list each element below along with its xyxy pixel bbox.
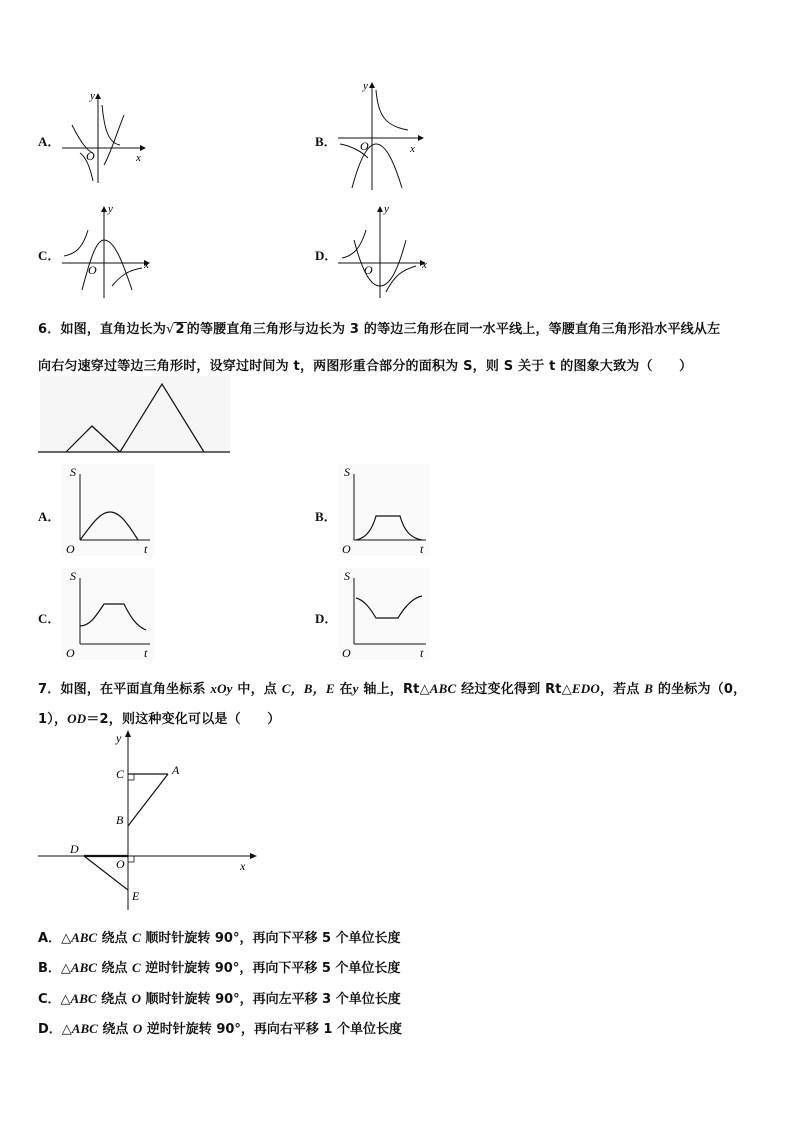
- axis-x-label: x: [136, 152, 141, 164]
- axis-t-label: t: [144, 646, 148, 660]
- origin-label: O: [342, 542, 351, 556]
- q5-option-c-label: C．: [38, 248, 61, 263]
- origin-label: O: [66, 646, 75, 660]
- axis-y-label: y: [384, 203, 389, 215]
- axis-t-label: t: [420, 542, 424, 556]
- point-d-label: D: [70, 842, 79, 856]
- q6-graph-c: [60, 568, 156, 660]
- origin-label: O: [360, 139, 369, 153]
- axis-x-label: x: [144, 259, 149, 271]
- point-a-label: A: [172, 763, 180, 777]
- axis-s-label: S: [344, 465, 350, 479]
- point-b-label: B: [116, 813, 124, 827]
- fig-y-label: y: [116, 731, 122, 745]
- q7-answer-a: A．△ABC 绕点 C 顺时针旋转 90°，再向下平移 5 个单位长度: [38, 930, 401, 946]
- point-o-label: O: [116, 857, 125, 871]
- q6-graph-d: [336, 568, 432, 660]
- q6-triangles-figure: [36, 376, 232, 456]
- origin-label: O: [86, 149, 95, 163]
- axis-y-label: y: [90, 90, 95, 102]
- q5-graph-c: [60, 200, 160, 300]
- axis-s-label: S: [70, 465, 76, 479]
- sqrt-radicand: 2: [175, 322, 185, 337]
- q7-answer-b: B．△ABC 绕点 C 逆时针旋转 90°，再向下平移 5 个单位长度: [38, 960, 401, 976]
- axis-s-label: S: [344, 569, 350, 583]
- q5-option-d-label: D．: [315, 248, 338, 263]
- q6-graph-b: [336, 464, 432, 556]
- q5-option-b-label: B．: [315, 134, 337, 149]
- origin-label: O: [364, 263, 373, 277]
- q5-option-a-label: A．: [38, 134, 61, 149]
- q7-coordinate-figure: [36, 728, 262, 914]
- axis-y-label: y: [363, 80, 368, 92]
- origin-label: O: [88, 263, 97, 277]
- axis-t-label: t: [144, 542, 148, 556]
- q6-option-d-label: D．: [315, 611, 338, 626]
- q7-answer-d: D．△ABC 绕点 O 逆时针旋转 90°，再向右平移 1 个单位长度: [38, 1021, 403, 1037]
- q7-answer-c: C．△ABC 绕点 O 顺时针旋转 90°，再向左平移 3 个单位长度: [38, 991, 401, 1007]
- q6-option-b-label: B．: [315, 509, 337, 524]
- point-c-label: C: [116, 767, 125, 781]
- axis-t-label: t: [420, 646, 424, 660]
- origin-label: O: [342, 646, 351, 660]
- axis-x-label: x: [422, 259, 427, 271]
- q6-line-1: 6．如图，直角边长为√2 的等腰直角三角形与边长为 3 的等边三角形在同一水平线上，等腰直角三角形沿水平线从左: [38, 322, 721, 337]
- axis-x-label: x: [410, 143, 415, 155]
- q6-line-2: 向右匀速穿过等边三角形时，设穿过时间为 t，两图形重合部分的面积为 S，则 S 关于 t 的图象大致为（ ）: [38, 359, 693, 374]
- q5-graph-a: [60, 85, 150, 185]
- q5-graph-d: [336, 200, 436, 300]
- axis-s-label: S: [70, 569, 76, 583]
- q6-option-a-label: A．: [38, 509, 61, 524]
- q6-option-c-label: C．: [38, 611, 61, 626]
- point-e-label: E: [132, 889, 140, 903]
- origin-label: O: [66, 542, 75, 556]
- q7-line-1: 7．如图，在平面直角坐标系 xOy 中，点 C，B，E 在y 轴上，Rt△ABC 经过变化得到 Rt△EDO，若点 B 的坐标为（0，: [38, 681, 747, 697]
- q7-line-2: 1），OD＝2，则这种变化可以是（ ）: [38, 711, 281, 727]
- q6-graph-a: [60, 464, 156, 556]
- fig-x-label: x: [240, 859, 246, 873]
- q5-graph-b: [336, 78, 426, 193]
- axis-y-label: y: [108, 203, 113, 215]
